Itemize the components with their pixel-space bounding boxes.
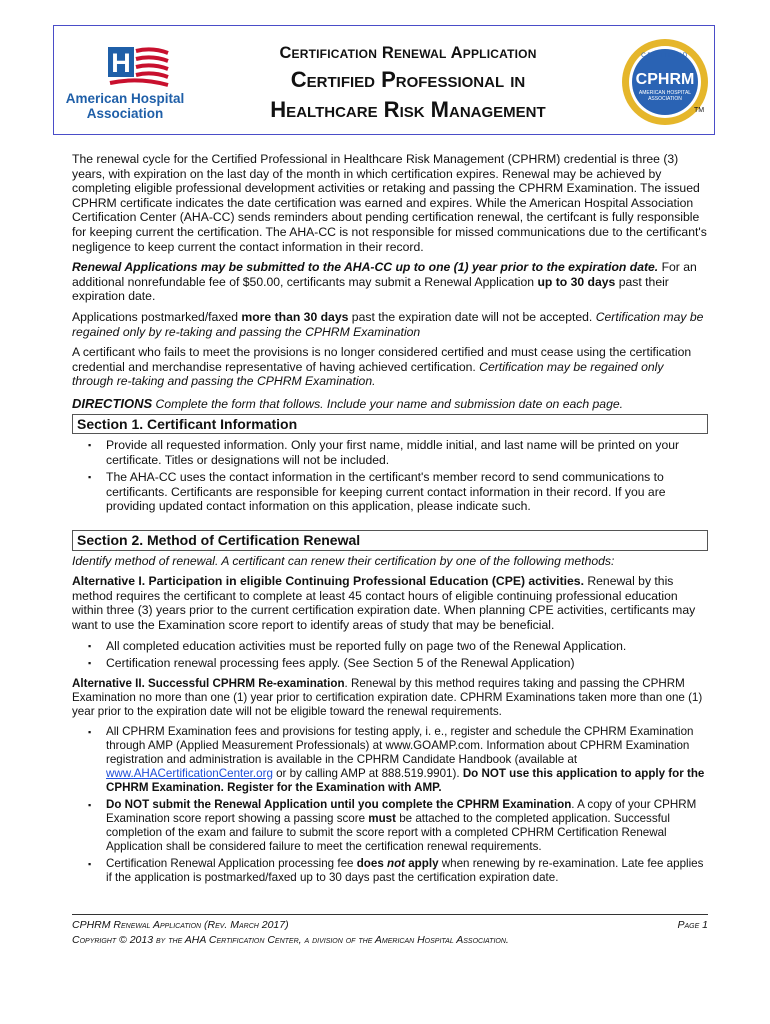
bullet-icon: ▪ (88, 640, 92, 651)
alt2-text: . Renewal by this method requires taking and passing the CPHRM Examination no more than one (1) year prior to certification expiration date. CPHRM Examinations taken more than one (1) year prior to the expiration date will not be eligible toward the renewal requirements. (72, 676, 703, 718)
list-item (72, 639, 708, 654)
footer-copyright: Copyright © 2013 by the AHA Certification Center, a division of the American Hospital Association. (72, 934, 509, 946)
footer-form-id: CPHRM Renewal Application (Rev. March 2017) (72, 919, 289, 931)
section1-list (72, 438, 708, 514)
seal-top-text: CERTIFIED (641, 52, 689, 59)
intro-p4-italic: Certification may be regained only through re-taking and passing the CPHRM Examination. (72, 359, 664, 389)
aha-org-line2: Association (86, 106, 164, 121)
list-item (72, 656, 708, 671)
aha-org-name (60, 91, 190, 121)
footer-page-number: Page 1 (677, 919, 708, 931)
alt2-b2-text-a: . A copy of your CPHRM Examination score report showing a passing score (106, 797, 697, 825)
title-line2b: Healthcare Risk Management (270, 97, 546, 122)
document-title (208, 44, 608, 125)
directions (72, 397, 708, 412)
bullet-icon: ▪ (88, 858, 92, 869)
alt2-b1-text-a: All CPHRM Examination fees and provisions for testing apply, i. e., register and schedule the CPHRM Examination through AMP (Applied Measurement Professionals) at www.GOAMP.com. Information about CPHRM Examination registration and administration is available in the CPHRM Candidate Handbook (available at (106, 724, 694, 766)
section1-bullet-1: Provide all requested information. Only your first name, middle initial, and last name will be printed on your certificate. Titles or designations will not be included. (106, 438, 680, 467)
alt1-bullet-2: Certification renewal processing fees apply. (See Section 5 of the Renewal Application) (106, 656, 575, 671)
seal-acronym: CPHRM (635, 71, 695, 88)
list-item (72, 857, 708, 885)
bullet-icon: ▪ (88, 472, 92, 483)
intro-paragraph-4 (72, 345, 708, 389)
intro-p4-text: A certificant who fails to meet the provisions is no longer considered certified and must cease using the certification credential and merchandise representative of having achieved certification. (72, 345, 692, 374)
section2-intro: Identify method of renewal. A certificant can renew their certification by one of the following methods: (72, 553, 615, 568)
alt2-b2-must: must (368, 811, 396, 825)
alt2-b3-text-b: when renewing by re-examination. Late fee applies if the application is postmarked/faxed up to 30 days past the certification expiration date. (106, 856, 704, 884)
section1-bullet-2: The AHA-CC uses the contact information in the certificant's member record to send communications to certificants. Certificants are responsible for keeping current contact information in their record. If you are providing updated contact information on this application, please indicate such. (106, 470, 666, 514)
intro-p3-text-a: Applications postmarked/faxed (72, 309, 242, 324)
seal-line1: AMERICAN HOSPITAL (638, 90, 692, 96)
alt1-bullet-1: All completed education activities must be reported fully on page two of the Renewal Application. (106, 638, 627, 653)
alt1-list (72, 639, 708, 671)
title-line1: Certification Renewal Application (279, 44, 537, 62)
alternative-1 (72, 574, 708, 632)
intro-p3-bold: more than 30 days (241, 309, 349, 324)
bullet-icon: ▪ (88, 726, 92, 737)
bullet-icon: ▪ (88, 658, 92, 669)
seal-trademark: TM (694, 107, 705, 114)
list-item (72, 725, 708, 795)
alt1-heading: Alternative I. Participation in eligible Continuing Professional Education (CPE) activities. (72, 574, 584, 589)
alt2-b3-text-a: Certification Renewal Application processing fee (106, 856, 357, 870)
list-item (72, 470, 708, 514)
alt2-b3-not: not (386, 856, 406, 870)
intro-p2-text-b: past their expiration date. (72, 274, 669, 304)
main-content (72, 152, 708, 891)
cphrm-seal-icon (620, 37, 710, 132)
section2-header: Section 2. Method of Certification Renewal (72, 530, 708, 551)
intro-p3-italic: Certification may be regained only by re-taking and passing the CPHRM Examination (72, 309, 704, 339)
intro-p2-text-a: For an additional nonrefundable fee of $50.00, certificants may submit a Renewal Application (72, 260, 697, 289)
alt2-b3-bold2: apply (405, 856, 439, 870)
alt1-text: Renewal by this method requires the certificant to complete at least 45 contact hours of eligible continuing professional education within three (3) years prior to the current certification expiration date. When planning CPE activities, certificants may want to use the Examination score report to identify areas of study that may be beneficial. (72, 574, 696, 633)
alt2-b1-bold: Do NOT use this application to apply for the CPHRM Examination. Register for the Examination with AMP. (106, 766, 705, 794)
alternative-2 (72, 677, 708, 719)
alt2-list (72, 725, 708, 885)
alt2-b1-text-b: or by calling AMP at 888.519.9901). (272, 766, 463, 780)
alt2-heading: Alternative II. Successful CPHRM Re-examination (72, 676, 345, 690)
alt2-b3-bold1: does (356, 856, 387, 870)
alt2-b2-text-b: be attached to the completed application. Successful completion of the exam and failure to submit the score report with a completed CPHRM Certification Renewal Application shall be considered failure to meet the certification renewal requirements. (106, 811, 670, 853)
seal-line2: ASSOCIATION (648, 96, 682, 102)
bullet-icon: ▪ (88, 799, 92, 810)
aha-org-line1: American Hospital (65, 91, 185, 106)
list-item (72, 438, 708, 467)
directions-text: Complete the form that follows. Include your name and submission date on each page. (152, 396, 624, 411)
intro-p2-bold: up to 30 days (537, 274, 616, 289)
intro-paragraph-2 (72, 260, 708, 304)
intro-paragraph-3 (72, 310, 708, 339)
list-item (72, 798, 708, 854)
intro-p2-bold-italic: Renewal Applications may be submitted to the AHA-CC up to one (1) year prior to the expiration date. (72, 260, 659, 275)
aha-flag-icon (108, 47, 170, 91)
intro-paragraph-1: The renewal cycle for the Certified Professional in Healthcare Risk Management (CPHRM) credential is three (3) years, with expiration on the last day of the month in which certification expires. Renewal may be achieved by completing eligible professional development activities or retaking and passing the CPHRM Examination. The issued CPHRM certificate indicates the date certification was earned and expires. While the American Hospital Association Certification Center (AHA-CC) sends reminders about pending certification renewal, the certifcant is fully responsible for keeping current the certification. The AHA-CC is not responsible for missed communications due to the certificant's negligence to keep current the contact information in their record. (72, 152, 707, 254)
directions-label: DIRECTIONS (72, 395, 153, 411)
flag-letter: H (111, 48, 131, 78)
alt2-b2-bold: Do NOT submit the Renewal Application until you complete the CPHRM Examination (106, 797, 572, 811)
bullet-icon: ▪ (88, 440, 92, 451)
aha-logo (60, 47, 190, 127)
aha-certification-center-link[interactable]: www.AHACertificationCenter.org (106, 766, 273, 780)
section1-header: Section 1. Certificant Information (72, 414, 708, 435)
intro-p3-text-b: past the expiration date will not be accepted. (348, 309, 596, 324)
title-line2a: Certified Professional in (290, 67, 526, 92)
page-footer (72, 914, 708, 948)
